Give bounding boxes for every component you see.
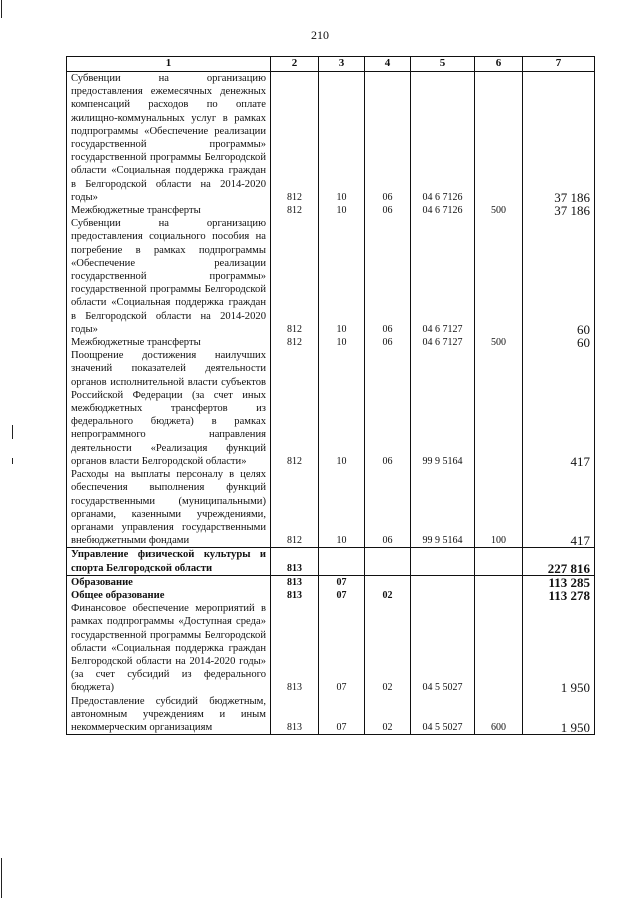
- row-target-article: 99 9 5164: [411, 349, 475, 468]
- row-expense-type: [475, 548, 523, 575]
- row-ministry-code: 813: [271, 589, 319, 602]
- row-section: 10: [319, 468, 365, 548]
- row-expense-type: [475, 589, 523, 602]
- row-section: 07: [319, 575, 365, 589]
- row-description: Предоставление субсидий бюджетным, автономным учреждениям и иным некоммерческим организациям: [67, 695, 271, 735]
- row-ministry-code: 812: [271, 349, 319, 468]
- row-description: Финансовое обеспечение мероприятий в рамках подпрограммы «Доступная среда» государственной программы Белгородской области «Социальная поддержка граждан Белгородской области на 2014-2020 годы» (за счет субсидий из федерального бюджета): [67, 602, 271, 694]
- budget-table: [66, 56, 595, 735]
- row-amount: 37 186: [523, 204, 595, 217]
- row-description: Управление физической культуры и спорта Белгородской области: [67, 548, 271, 575]
- row-expense-type: 100: [475, 468, 523, 548]
- row-amount: 60: [523, 336, 595, 349]
- row-expense-type: [475, 575, 523, 589]
- row-section: 07: [319, 695, 365, 735]
- row-subsection: 02: [365, 695, 411, 735]
- row-target-article: 04 5 5027: [411, 695, 475, 735]
- row-subsection: 06: [365, 336, 411, 349]
- row-section: [319, 548, 365, 575]
- row-subsection: 06: [365, 72, 411, 205]
- table-row: [67, 602, 595, 694]
- row-ministry-code: 812: [271, 204, 319, 217]
- row-section: 10: [319, 336, 365, 349]
- row-subsection: [365, 548, 411, 575]
- row-amount: 417: [523, 349, 595, 468]
- row-ministry-code: 813: [271, 575, 319, 589]
- row-amount: 1 950: [523, 695, 595, 735]
- row-amount: 417: [523, 468, 595, 548]
- row-ministry-code: 813: [271, 695, 319, 735]
- row-expense-type: 600: [475, 695, 523, 735]
- row-expense-type: [475, 72, 523, 205]
- row-subsection: 02: [365, 589, 411, 602]
- row-ministry-code: 813: [271, 548, 319, 575]
- table-row: [67, 217, 595, 336]
- row-target-article: [411, 589, 475, 602]
- row-section: 10: [319, 349, 365, 468]
- row-target-article: 04 6 7126: [411, 204, 475, 217]
- row-section: 10: [319, 72, 365, 205]
- row-subsection: 06: [365, 204, 411, 217]
- scan-mark-left-middle: [12, 425, 13, 439]
- page-number: 210: [311, 28, 329, 42]
- header-col-7: 7: [523, 57, 595, 72]
- row-description: Межбюджетные трансферты: [67, 204, 271, 217]
- row-description: Субвенции на организацию предоставления ежемесячных денежных компенсаций расходов по оплате жилищно-коммунальных услуг в рамках подпрограммы «Обеспечение реализации государственной программы» государственной программы Белгородской области «Социальная поддержка граждан в Белгородской области на 2014-2020 годы»: [67, 72, 271, 205]
- table-row: [67, 575, 595, 589]
- table-row: [67, 336, 595, 349]
- row-ministry-code: 812: [271, 217, 319, 336]
- row-description: Расходы на выплаты персоналу в целях обеспечения выполнения функций государственными (муниципальными) органами, казенными учреждениями, органами управления государственными внебюджетными фондами: [67, 468, 271, 548]
- header-col-4: 4: [365, 57, 411, 72]
- header-col-5: 5: [411, 57, 475, 72]
- row-description: Образование: [67, 575, 271, 589]
- row-target-article: 04 6 7126: [411, 72, 475, 205]
- header-col-3: 3: [319, 57, 365, 72]
- table-row: [67, 349, 595, 468]
- row-expense-type: [475, 217, 523, 336]
- row-amount: 113 285: [523, 575, 595, 589]
- scan-mark-left-bottom: [1, 858, 2, 898]
- row-subsection: 06: [365, 468, 411, 548]
- table-row: [67, 468, 595, 548]
- header-col-2: 2: [271, 57, 319, 72]
- scan-mark-left-middle-2: [12, 458, 13, 464]
- table-row: [67, 548, 595, 575]
- row-amount: 113 278: [523, 589, 595, 602]
- header-col-1: 1: [67, 57, 271, 72]
- row-section: 10: [319, 204, 365, 217]
- table-row: [67, 695, 595, 735]
- row-target-article: [411, 548, 475, 575]
- scan-mark-left-top: [1, 0, 2, 18]
- row-subsection: 02: [365, 602, 411, 694]
- row-description: Общее образование: [67, 589, 271, 602]
- table-row: [67, 589, 595, 602]
- row-subsection: [365, 575, 411, 589]
- row-ministry-code: 812: [271, 72, 319, 205]
- row-ministry-code: 812: [271, 468, 319, 548]
- row-amount: 227 816: [523, 548, 595, 575]
- row-target-article: [411, 575, 475, 589]
- table-row: [67, 72, 595, 205]
- row-section: 07: [319, 602, 365, 694]
- row-expense-type: [475, 349, 523, 468]
- row-amount: 1 950: [523, 602, 595, 694]
- row-target-article: 04 5 5027: [411, 602, 475, 694]
- row-expense-type: 500: [475, 204, 523, 217]
- row-target-article: 04 6 7127: [411, 217, 475, 336]
- header-col-6: 6: [475, 57, 523, 72]
- row-ministry-code: 812: [271, 336, 319, 349]
- row-amount: 37 186: [523, 72, 595, 205]
- row-subsection: 06: [365, 217, 411, 336]
- row-amount: 60: [523, 217, 595, 336]
- row-ministry-code: 813: [271, 602, 319, 694]
- row-expense-type: [475, 602, 523, 694]
- row-target-article: 99 9 5164: [411, 468, 475, 548]
- row-description: Поощрение достижения наилучших значений показателей деятельности органов исполнительной власти субъектов Российской Федерации (за счет иных межбюджетных трансфертов из федерального бюджета) в рамках непрограммного направления деятельности «Реализация функций органов власти Белгородской области»: [67, 349, 271, 468]
- table-header-row: [67, 57, 595, 72]
- row-description: Межбюджетные трансферты: [67, 336, 271, 349]
- row-subsection: 06: [365, 349, 411, 468]
- row-description: Субвенции на организацию предоставления социального пособия на погребение в рамках подпрограммы «Обеспечение реализации государственной программы» государственной программы Белгородской области «Социальная поддержка граждан в Белгородской области на 2014-2020 годы»: [67, 217, 271, 336]
- table-row: [67, 204, 595, 217]
- row-section: 07: [319, 589, 365, 602]
- row-expense-type: 500: [475, 336, 523, 349]
- row-target-article: 04 6 7127: [411, 336, 475, 349]
- row-section: 10: [319, 217, 365, 336]
